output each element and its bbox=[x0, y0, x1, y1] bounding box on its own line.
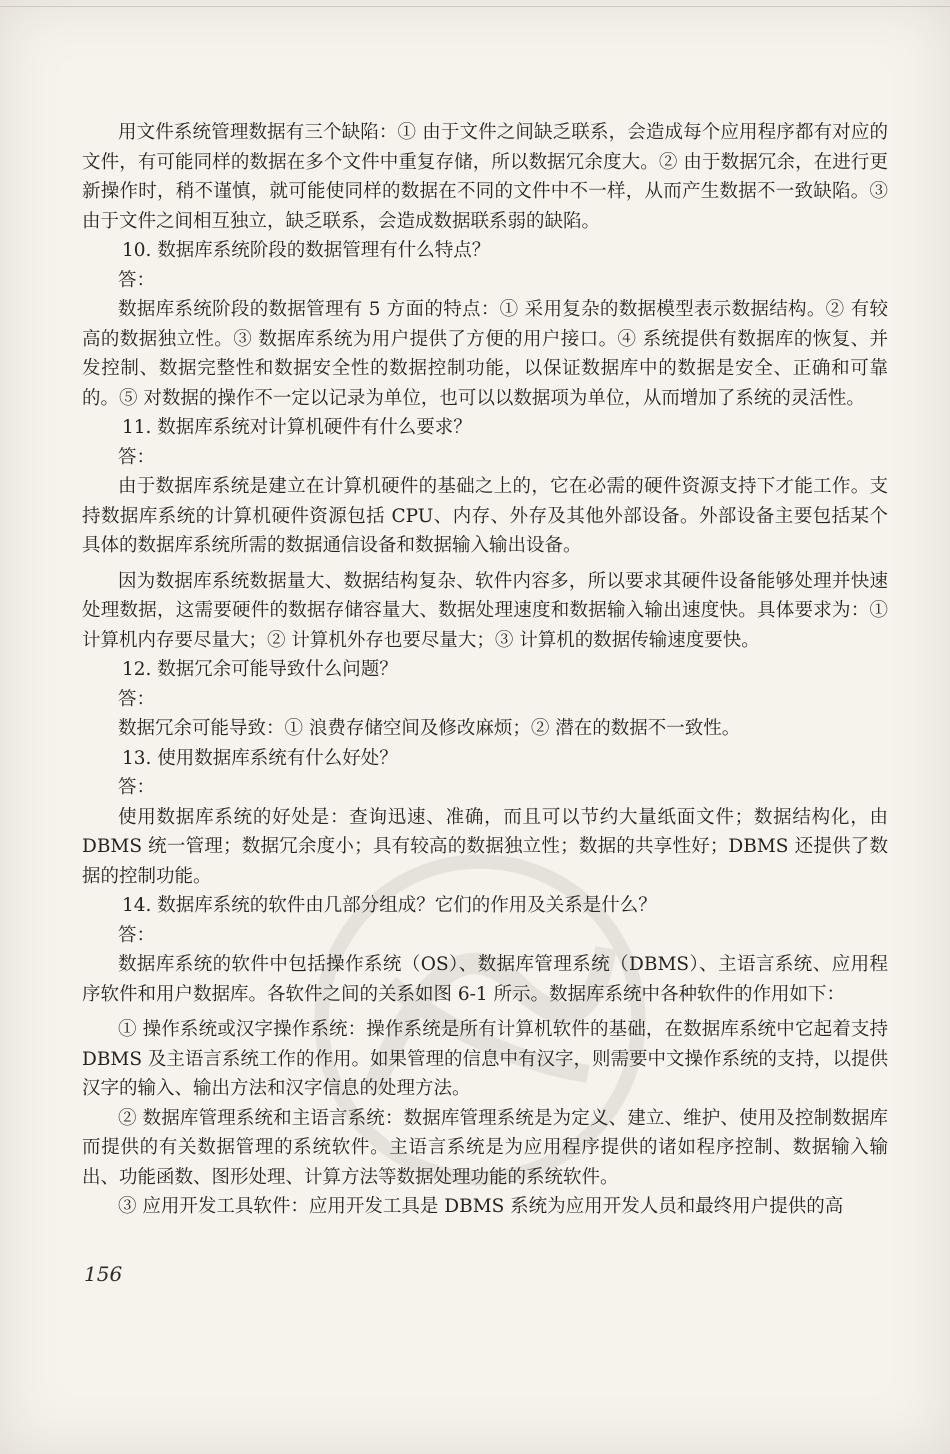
answer-label: 答： bbox=[118, 446, 156, 468]
scan-edge-line bbox=[0, 6, 950, 7]
paragraph-db-features: 数据库系统阶段的数据管理有 5 方面的特点：① 采用复杂的数据模型表示数据结构。② 有较高的数据独立性。③ 数据库系统为用户提供了方便的用户接口。④ 系统提供有数据库的恢复、并发控制、数据完整性和数据安全性的数据控制功能，以保证数据库中的数据是安全、正确和可靠的。⑤ 对数据的操作不一定以记录为单位，也可以以数据项为单位，从而增加了系统的灵活性。 bbox=[82, 299, 888, 409]
answer-label: 答： bbox=[118, 777, 156, 798]
paragraph-db-benefits: 使用数据库系统的好处是：查询迅速、准确，而且可以节约大量纸面文件；数据结构化，由 DBMS 统一管理；数据冗余度小；具有较高的数据独立性；数据的共享性好；DBMS 还提供了数据的控制功能。 bbox=[82, 806, 888, 887]
paragraph-os: ① 操作系统或汉字操作系统：操作系统是所有计算机软件的基础，在数据库系统中它起着支持 DBMS 及主语言系统工作的作用。如果管理的信息中有汉字，则需要中文操作系统的支持，以提供汉字的输入、输出方法和汉字信息的处理方法。 bbox=[82, 1019, 888, 1099]
question-10: 10. 数据库系统阶段的数据管理有什么特点？ bbox=[122, 240, 491, 261]
question-13: 13. 使用数据库系统有什么好处？ bbox=[122, 747, 398, 769]
question-11: 11. 数据库系统对计算机硬件有什么要求？ bbox=[122, 417, 472, 438]
question-14: 14. 数据库系统的软件由几部分组成？它们的作用及关系是什么？ bbox=[122, 895, 657, 916]
question-12: 12. 数据冗余可能导致什么问题？ bbox=[122, 659, 398, 680]
answer-label: 答： bbox=[118, 269, 156, 291]
paragraph-redundancy-problems: 数据冗余可能导致：① 浪费存储空间及修改麻烦；② 潜在的数据不一致性。 bbox=[118, 718, 741, 739]
paragraph-hardware-basis: 由于数据库系统是建立在计算机硬件的基础之上的，它在必需的硬件资源支持下才能工作。支持数据库系统的计算机硬件资源包括 CPU、内存、外存及其他外部设备。外部设备主要包括某个具体的数据库系统所需的数据通信设备和数据输入输出设备。 bbox=[82, 476, 888, 556]
paragraph-software-components: 数据库系统的软件中包括操作系统（OS）、数据库管理系统（DBMS）、主语言系统、应用程序软件和用户数据库。各软件之间的关系如图 6-1 所示。数据库系统中各种软件的作用如下： bbox=[82, 954, 888, 1005]
paragraph-dev-tools: ③ 应用开发工具软件：应用开发工具是 DBMS 系统为应用开发人员和最终用户提供的高 bbox=[118, 1196, 844, 1217]
page-text bbox=[82, 118, 888, 1222]
paragraph-dbms-host-language: ② 数据库管理系统和主语言系统：数据库管理系统是为定义、建立、维护、使用及控制数据库而提供的有关数据管理的系统软件。主语言系统是为应用程序提供的诸如程序控制、数据输入输出、功能函数、图形处理、计算方法等数据处理功能的系统软件。 bbox=[82, 1107, 888, 1188]
answer-label: 答： bbox=[118, 924, 156, 946]
answer-label: 答： bbox=[118, 688, 156, 710]
page-number: 156 bbox=[84, 1262, 123, 1286]
paragraph-hardware-requirements: 因为数据库系统数据量大、数据结构复杂、软件内容多，所以要求其硬件设备能够处理并快速处理数据，这需要硬件的数据存储容量大、数据处理速度和数据输入输出速度快。具体要求为：① 计算机内存要尽量大；② 计算机外存也要尽量大；③ 计算机的数据传输速度要快。 bbox=[82, 570, 888, 651]
paragraph-file-system-defects: 用文件系统管理数据有三个缺陷：① 由于文件之间缺乏联系，会造成每个应用程序都有对应的文件，有可能同样的数据在多个文件中重复存储，所以数据冗余度大。② 由于数据冗余，在进行更新操作时，稍不谨慎，就可能使同样的数据在不同的文件中不一样，从而产生数据不一致缺陷。③ 由于文件之间相互独立，缺乏联系，会造成数据联系弱的缺陷。 bbox=[82, 122, 888, 232]
